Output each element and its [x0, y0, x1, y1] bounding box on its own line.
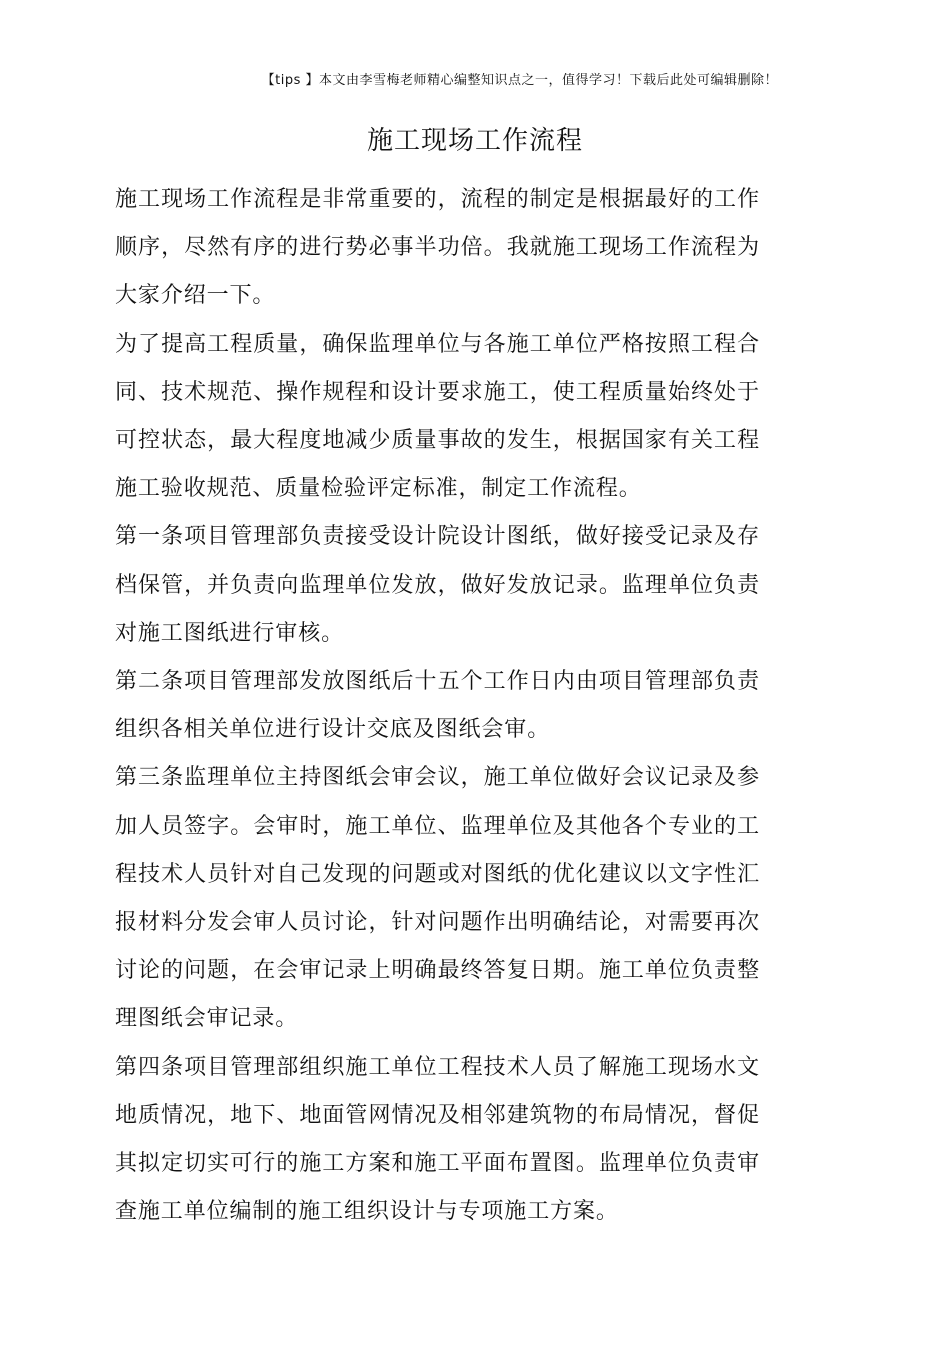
paragraph-article-4: 第四条项目管理部组织施工单位工程技术人员了解施工现场水文地质情况，地下、地面管网情况及相邻建筑物的布局情况，督促其拟定切实可行的施工方案和施工平面布置图。监理单位负责审查施工单位编制的施工组织设计与专项施工方案。: [115, 1054, 760, 1225]
paragraph-article-2: 第二条项目管理部发放图纸后十五个工作日内由项目管理部负责组织各相关单位进行设计交底及图纸会审。: [115, 669, 760, 743]
tips-banner: 【tips 】本文由李雪梅老师精心编整知识点之一，值得学习！下载后此处可编辑删除！: [261, 73, 778, 88]
page-title: 施工现场工作流程: [366, 126, 583, 156]
paragraph-article-1: 第一条项目管理部负责接受设计院设计图纸，做好接受记录及存档保管，并负责向监理单位发放，做好发放记录。监理单位负责对施工图纸进行审核。: [115, 524, 760, 646]
paragraph-purpose: 为了提高工程质量，确保监理单位与各施工单位严格按照工程合同、技术规范、操作规程和设计要求施工，使工程质量始终处于可控状态，最大程度地减少质量事故的发生，根据国家有关工程施工验收规范、质量检验评定标准，制定工作流程。: [115, 331, 760, 502]
document-body: [115, 176, 760, 1236]
paragraph-article-3: 第三条监理单位主持图纸会审会议，施工单位做好会议记录及参加人员签字。会审时，施工单位、监理单位及其他各个专业的工程技术人员针对自己发现的问题或对图纸的优化建议以文字性汇报材料分发会审人员讨论，针对问题作出明确结论，对需要再次讨论的问题，在会审记录上明确最终答复日期。施工单位负责整理图纸会审记录。: [115, 765, 760, 1032]
paragraph-intro: 施工现场工作流程是非常重要的，流程的制定是根据最好的工作顺序，尽然有序的进行势必事半功倍。我就施工现场工作流程为大家介绍一下。: [115, 187, 760, 309]
